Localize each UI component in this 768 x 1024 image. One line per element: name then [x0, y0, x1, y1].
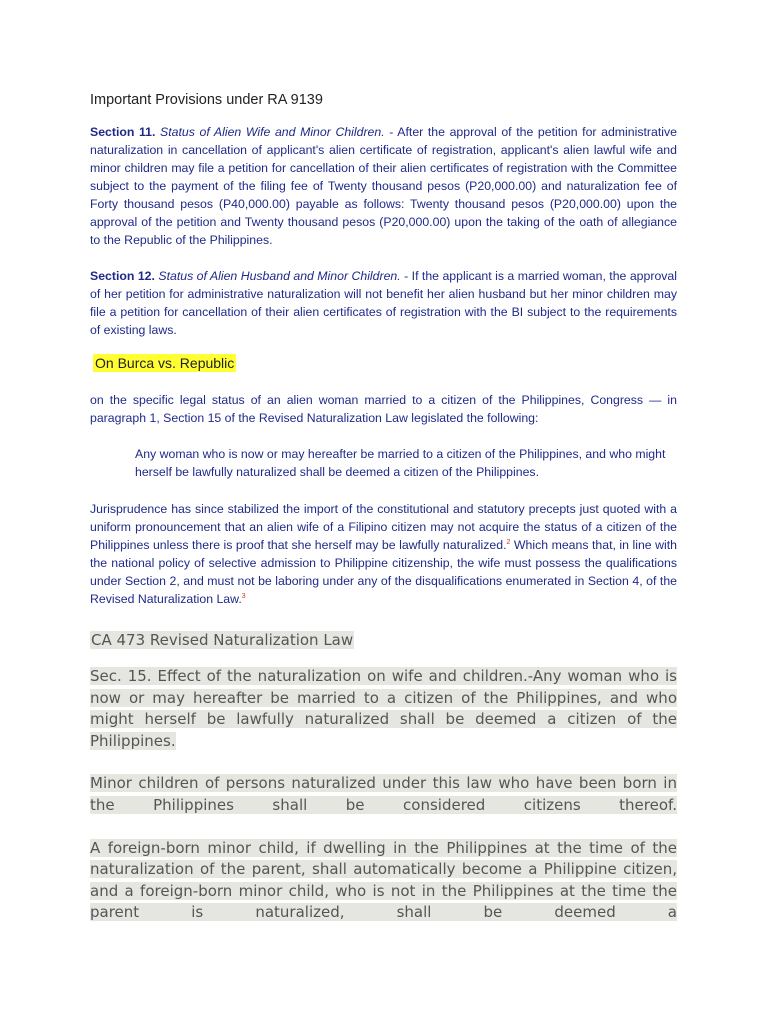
section-11-paragraph — [90, 123, 677, 249]
burca-quote: Any woman who is now or may hereafter be married to a citizen of the Philippines, and who might herself be lawfully naturalized shall be deemed a citizen of the Philippines. — [135, 447, 666, 479]
section-12-body: - If the applicant is a married woman, the approval of her petition for administrative naturalization will not benefit her alien husband but her minor children may file a petition for cancellation of their alien certificates of registration with the BI subject to the requirements of existing laws. — [90, 269, 678, 337]
sec15-text: Sec. 15. Effect of the naturalization on wife and children.-Any woman who is now or may hereafter be married to a citizen of the Philippines, and who might herself be lawfully naturalized shall be deemed a citizen of the Philippines. — [90, 667, 677, 750]
ca473-title — [90, 631, 677, 649]
burca-heading — [90, 355, 677, 373]
jurisprudence-text-1: Jurisprudence has since stabilized the import of the constitutional and statutory precepts just quoted with a uniform pronouncement that an alien wife of a Filipino citizen may not acquire the status of a citizen of the Philippines unless there is proof that she herself may be lawfully naturalized. — [90, 502, 677, 552]
section-12-label: Section 12. — [90, 269, 155, 283]
section-11-label: Section 11. — [90, 125, 156, 139]
sec15-paragraph — [90, 666, 677, 752]
section-12-paragraph — [90, 267, 677, 339]
foreign-born-paragraph — [90, 838, 677, 924]
jurisprudence-text-2: Which means that, in line with the national policy of selective admission to Philippine citizenship, the wife must possess the qualifications under Section 2, and must not be laboring under any of the disqualifications enumerated in Section 4, of the Revised Naturalization Law. — [90, 538, 677, 606]
minor-children-paragraph — [90, 773, 677, 816]
section-12-heading: Status of Alien Husband and Minor Children. — [158, 269, 401, 283]
minor-children-text: Minor children of persons naturalized under this law who have been born in the Philippines shall be considered citizens thereof. — [90, 774, 677, 814]
ca473-title-text: CA 473 Revised Naturalization Law — [91, 631, 354, 649]
page-title: Important Provisions under RA 9139 — [90, 92, 323, 108]
footnote-ref-2[interactable]: 2 — [506, 538, 511, 546]
burca-highlight-label: On Burca vs. Republic — [95, 355, 235, 371]
burca-intro-paragraph: on the specific legal status of an alien woman married to a citizen of the Philippines, Congress — in paragraph 1, Section 15 of the Revised Naturalization Law legislated the following: — [90, 393, 677, 425]
section-11-heading: Status of Alien Wife and Minor Children. — [160, 125, 385, 139]
section-11-body: - After the approval of the petition for administrative naturalization in cancellation of applicant's alien certificate of registration, applicant's alien lawful wife and minor children may file a petition for cancellation of their alien certificates of registration with the Committee subject to the payment of the filing fee of Twenty thousand pesos (P20,000.00) and naturalization fee of Forty thousand pesos (P40,000.00) payable as follows: Twenty thousand pesos (P20,000.00) upon the approval of the petition and Twenty thousand pesos (P20,000.00) upon the taking of the oath of allegiance to the Republic of the Philippines. — [90, 125, 677, 247]
foreign-born-text: A foreign-born minor child, if dwelling in the Philippines at the time of the naturalization of the parent, shall automatically become a Philippine citizen, and a foreign-born minor child, who is not in the Philippines at the time the parent is naturalized, shall be deemed a — [90, 838, 677, 922]
jurisprudence-paragraph — [90, 500, 677, 608]
footnote-ref-3[interactable]: 3 — [241, 592, 246, 600]
document-page — [90, 92, 677, 924]
